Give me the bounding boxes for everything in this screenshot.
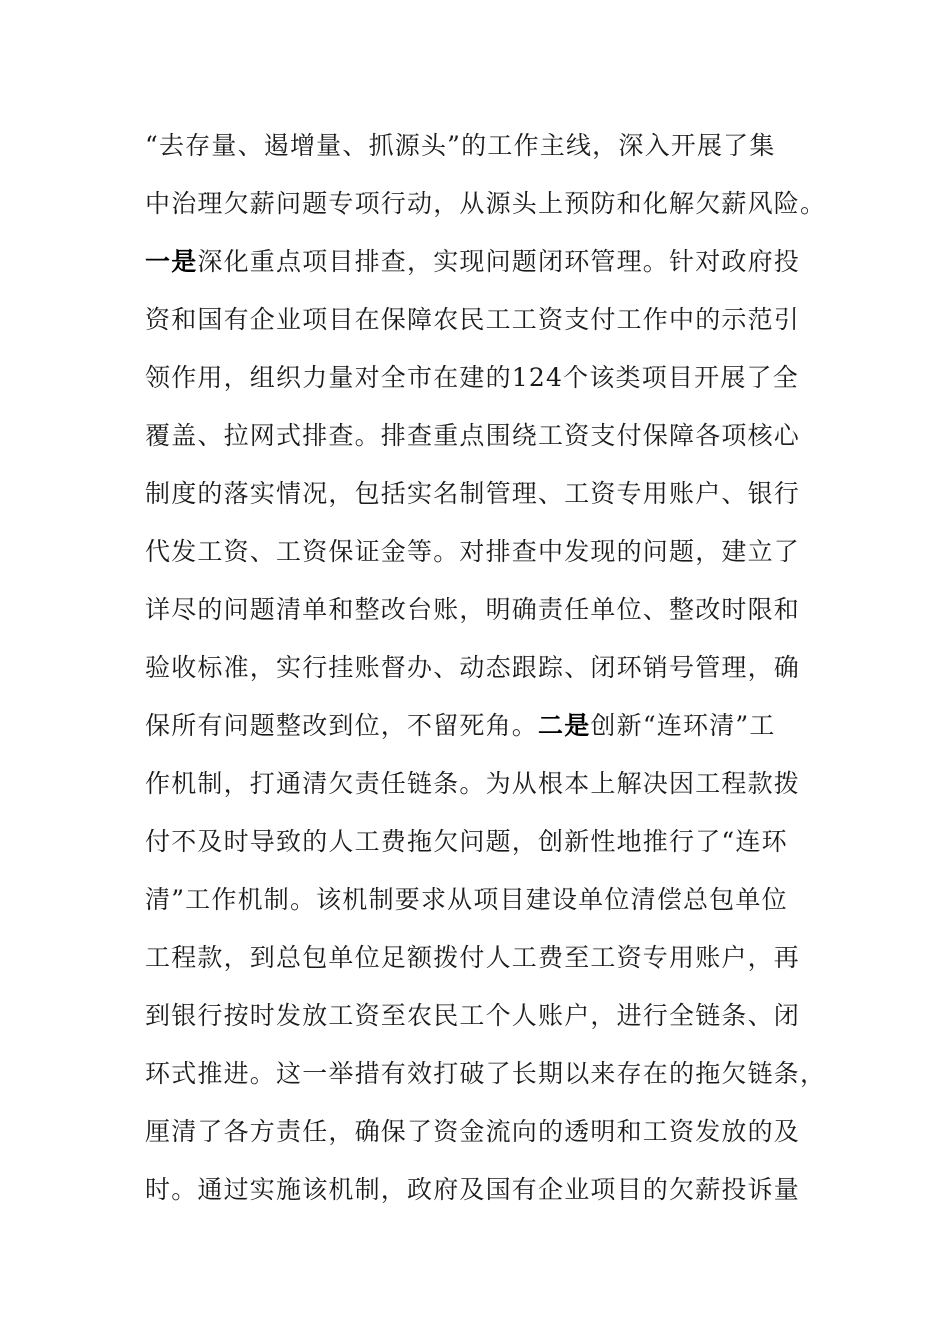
text-line <box>145 581 815 639</box>
bold-lead-phrase: 一是 <box>145 247 198 276</box>
text-line <box>145 1045 827 1103</box>
text-segment: 详尽的问题清单和整改台账，明确责任单位、整改时限和 <box>145 595 801 624</box>
text-line <box>145 349 815 407</box>
text-line <box>145 291 815 349</box>
text-segment: 工程款，到总包单位足额拨付人工费至工资专用账户，再 <box>145 943 801 972</box>
text-line <box>145 871 815 929</box>
text-line <box>145 175 827 233</box>
text-line <box>145 1161 815 1219</box>
text-segment: 中治理欠薪问题专项行动，从源头上预防和化解欠薪风险。 <box>145 189 827 218</box>
text-segment: 环式推进。这一举措有效打破了长期以来存在的拖欠链条， <box>145 1059 827 1088</box>
text-line <box>145 233 815 291</box>
text-segment: 制度的落实情况，包括实名制管理、工资专用账户、银行 <box>145 479 801 508</box>
text-line <box>145 523 815 581</box>
text-segment: 代发工资、工资保证金等。对排查中发现的问题，建立了 <box>145 537 801 566</box>
text-line <box>145 929 815 987</box>
text-line <box>145 117 815 175</box>
text-segment: 资和国有企业项目在保障农民工工资支付工作中的示范引 <box>145 305 801 334</box>
text-segment: 作机制，打通清欠责任链条。为从根本上解决因工程款拨 <box>145 769 801 798</box>
text-segment: 深化重点项目排查，实现问题闭环管理。针对政府投 <box>197 247 801 276</box>
text-segment: 到银行按时发放工资至农民工个人账户，进行全链条、闭 <box>145 1001 801 1030</box>
text-line <box>145 987 815 1045</box>
text-segment: 创新“连环清”工 <box>590 711 776 740</box>
text-segment: “去存量、遏增量、抓源头”的工作主线，深入开展了集 <box>145 131 776 160</box>
body-paragraph <box>145 117 827 1219</box>
text-line <box>145 407 815 465</box>
text-segment: 厘清了各方责任，确保了资金流向的透明和工资发放的及 <box>145 1117 801 1146</box>
bold-lead-phrase: 二是 <box>538 711 591 740</box>
text-segment: 清”工作机制。该机制要求从项目建设单位清偿总包单位 <box>145 885 788 914</box>
text-line <box>145 1103 815 1161</box>
text-segment: 时。通过实施该机制，政府及国有企业项目的欠薪投诉量 <box>145 1175 801 1204</box>
text-segment: 验收标准，实行挂账督办、动态跟踪、闭环销号管理，确 <box>145 653 801 682</box>
text-segment: 覆盖、拉网式排查。排查重点围绕工资支付保障各项核心 <box>145 421 801 450</box>
text-line <box>145 813 815 871</box>
text-line <box>145 465 815 523</box>
text-line <box>145 697 815 755</box>
text-segment: 付不及时导致的人工费拖欠问题，创新性地推行了“连环 <box>145 827 788 856</box>
text-line <box>145 639 815 697</box>
text-segment: 领作用，组织力量对全市在建的124个该类项目开展了全 <box>145 363 799 392</box>
text-line <box>145 755 815 813</box>
text-segment: 保所有问题整改到位，不留死角。 <box>145 711 539 740</box>
